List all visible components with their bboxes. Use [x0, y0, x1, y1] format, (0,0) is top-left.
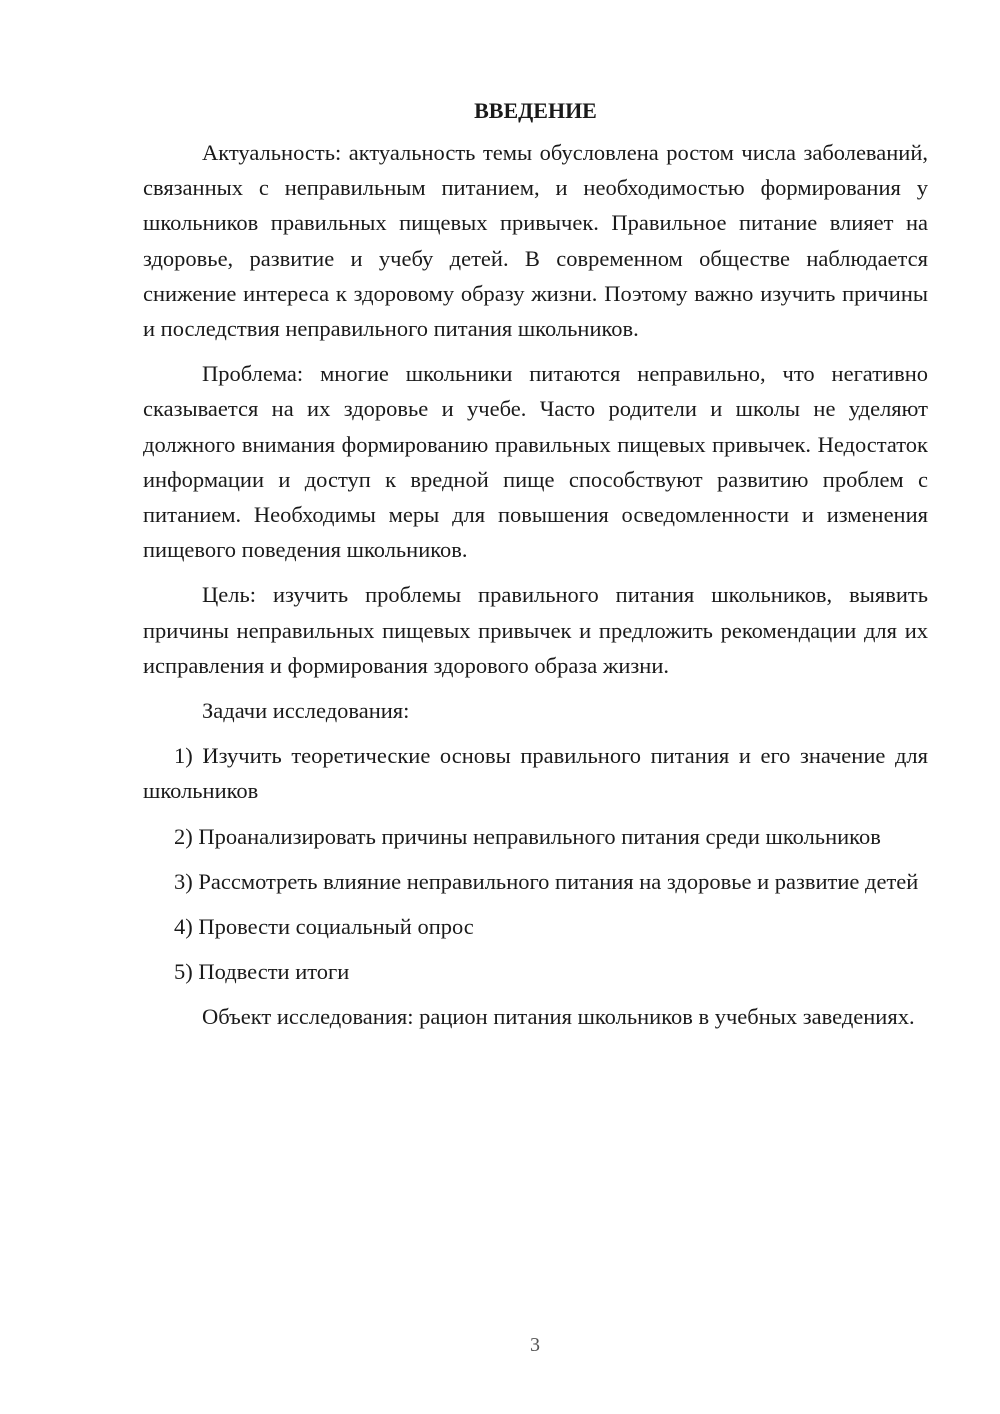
- problem-paragraph: Проблема: многие школьники питаются неправильно, что негативно сказывается на их здоровье и учебе. Часто родители и школы не уделяют должного внимания формированию правильных пищевых привычек. Недостаток информации и доступ к вредной пище способствуют развитию проблем с питанием. Необходимы меры для повышения осведомленности и изменения пищевого поведения школьников.: [143, 361, 928, 563]
- list-item: 2) Проанализировать причины неправильного питания среди школьников: [174, 823, 881, 849]
- page-number: 3: [530, 1334, 540, 1356]
- list-item: 4) Провести социальный опрос: [174, 914, 474, 940]
- document-page: [143, 96, 928, 1045]
- section-heading: ВВЕДЕНИЕ: [474, 98, 597, 123]
- list-item: 1) Изучить теоретические основы правильного питания и его значение для школьников: [143, 743, 928, 804]
- list-item: 3) Рассмотреть влияние неправильного питания на здоровье и развитие детей: [174, 868, 919, 894]
- list-item: 5) Подвести итоги: [174, 959, 350, 985]
- relevance-paragraph: Актуальность: актуальность темы обусловлена ростом числа заболеваний, связанных с неправильным питанием, и необходимостью формирования у школьников правильных пищевых привычек. Правильное питание влияет на здоровье, развитие и учебу детей. В современном обществе наблюдается снижение интереса к здоровому образу жизни. Поэтому важно изучить причины и последствия неправильного питания школьников.: [143, 140, 928, 342]
- tasks-list: [143, 738, 928, 989]
- object-paragraph: Объект исследования: рацион питания школьников в учебных заведениях.: [202, 1004, 915, 1030]
- tasks-title: Задачи исследования:: [202, 698, 410, 724]
- goal-paragraph: Цель: изучить проблемы правильного питания школьников, выявить причины неправильных пищевых привычек и предложить рекомендации для их исправления и формирования здорового образа жизни.: [143, 582, 928, 678]
